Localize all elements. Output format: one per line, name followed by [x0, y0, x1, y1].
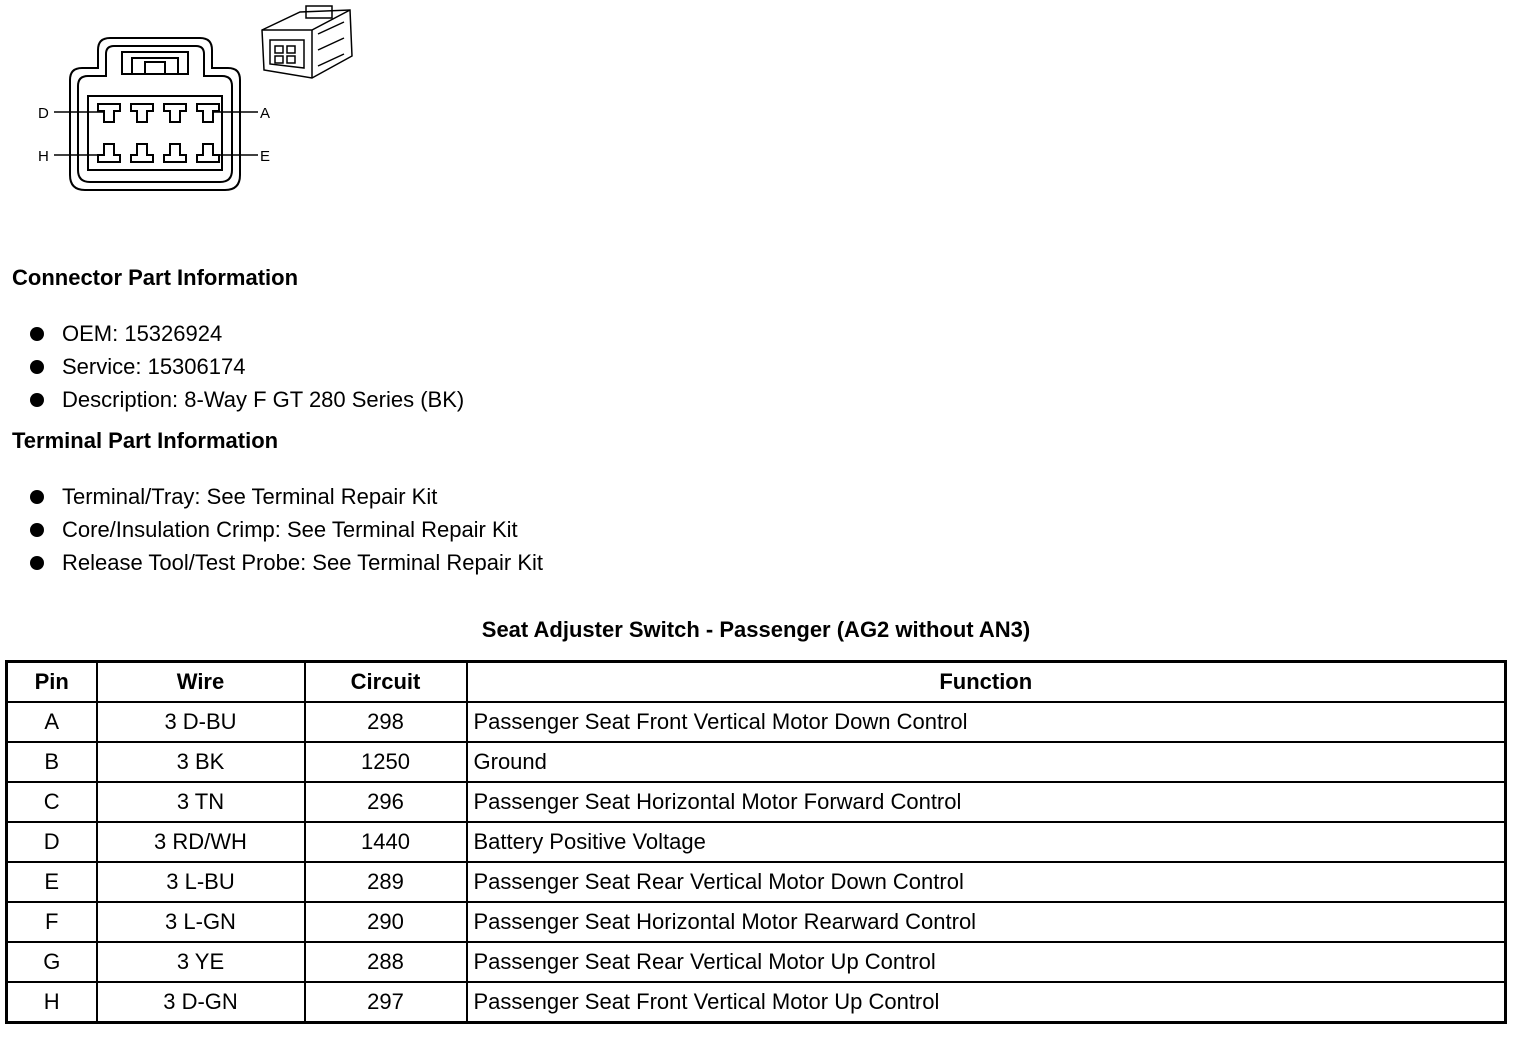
- cell-pin: E: [7, 862, 97, 902]
- cell-circuit: 290: [305, 902, 467, 942]
- table-row: [7, 782, 1506, 822]
- pinout-table: [5, 660, 1507, 1024]
- header-function: Function: [467, 662, 1506, 703]
- pin-label-d: D: [38, 105, 49, 122]
- list-item-text: Service: 15306174: [62, 354, 246, 379]
- cell-pin: A: [7, 702, 97, 742]
- list-item: [28, 546, 543, 579]
- cell-pin: H: [7, 982, 97, 1023]
- table-row: [7, 822, 1506, 862]
- header-circuit: Circuit: [305, 662, 467, 703]
- table-row: [7, 982, 1506, 1023]
- terminal-row-top: [98, 104, 219, 122]
- cell-pin: D: [7, 822, 97, 862]
- cell-circuit: 298: [305, 702, 467, 742]
- cell-wire: 3 L-GN: [97, 902, 305, 942]
- list-item-text: Release Tool/Test Probe: See Terminal Repair Kit: [62, 550, 543, 575]
- table-title: Seat Adjuster Switch - Passenger (AG2 without AN3): [481, 617, 1031, 642]
- cell-circuit: 1250: [305, 742, 467, 782]
- cell-function: Passenger Seat Rear Vertical Motor Up Control: [467, 942, 1506, 982]
- cell-wire: 3 TN: [97, 782, 305, 822]
- list-item: [28, 350, 464, 383]
- list-item: [28, 480, 543, 513]
- cell-circuit: 296: [305, 782, 467, 822]
- cell-wire: 3 RD/WH: [97, 822, 305, 862]
- table-row: [7, 942, 1506, 982]
- pin-label-e: E: [260, 148, 271, 165]
- terminal-row-bottom: [98, 144, 219, 162]
- cell-function: Passenger Seat Rear Vertical Motor Down Control: [467, 862, 1506, 902]
- list-item: [28, 317, 464, 350]
- terminal-part-info-list: [28, 480, 543, 579]
- cell-pin: G: [7, 942, 97, 982]
- terminal-part-info-title: Terminal Part Information: [12, 428, 279, 453]
- cell-wire: 3 YE: [97, 942, 305, 982]
- cell-wire: 3 L-BU: [97, 862, 305, 902]
- bullet-icon: [30, 360, 44, 374]
- list-item-text: Terminal/Tray: See Terminal Repair Kit: [62, 484, 438, 509]
- connector-diagram: [0, 0, 380, 220]
- list-item-text: Core/Insulation Crimp: See Terminal Repair Kit: [62, 517, 518, 542]
- cell-function: Passenger Seat Horizontal Motor Rearward Control: [467, 902, 1506, 942]
- bullet-icon: [30, 393, 44, 407]
- bullet-icon: [30, 556, 44, 570]
- bullet-icon: [30, 490, 44, 504]
- connector-3d-icon: [262, 6, 352, 78]
- pin-label-a: A: [260, 105, 271, 122]
- cell-circuit: 289: [305, 862, 467, 902]
- cell-circuit: 297: [305, 982, 467, 1023]
- bullet-icon: [30, 327, 44, 341]
- list-item-text: OEM: 15326924: [62, 321, 223, 346]
- header-wire: Wire: [97, 662, 305, 703]
- cell-pin: C: [7, 782, 97, 822]
- cell-wire: 3 D-BU: [97, 702, 305, 742]
- cell-circuit: 1440: [305, 822, 467, 862]
- bullet-icon: [30, 523, 44, 537]
- list-item: [28, 383, 464, 416]
- table-row: [7, 862, 1506, 902]
- cell-function: Passenger Seat Front Vertical Motor Down Control: [467, 702, 1506, 742]
- connector-part-info-list: [28, 317, 464, 416]
- header-pin: Pin: [7, 662, 97, 703]
- cell-circuit: 288: [305, 942, 467, 982]
- cell-wire: 3 BK: [97, 742, 305, 782]
- cell-function: Passenger Seat Front Vertical Motor Up Control: [467, 982, 1506, 1023]
- cell-wire: 3 D-GN: [97, 982, 305, 1023]
- pin-label-h: H: [38, 148, 49, 165]
- table-row: [7, 702, 1506, 742]
- cell-function: Passenger Seat Horizontal Motor Forward Control: [467, 782, 1506, 822]
- cell-pin: F: [7, 902, 97, 942]
- table-row: [7, 742, 1506, 782]
- table-header-row: [7, 662, 1506, 703]
- list-item-text: Description: 8-Way F GT 280 Series (BK): [62, 387, 465, 412]
- list-item: [28, 513, 543, 546]
- cell-pin: B: [7, 742, 97, 782]
- table-row: [7, 902, 1506, 942]
- connector-part-info-title: Connector Part Information: [12, 265, 299, 290]
- cell-function: Battery Positive Voltage: [467, 822, 1506, 862]
- cell-function: Ground: [467, 742, 1506, 782]
